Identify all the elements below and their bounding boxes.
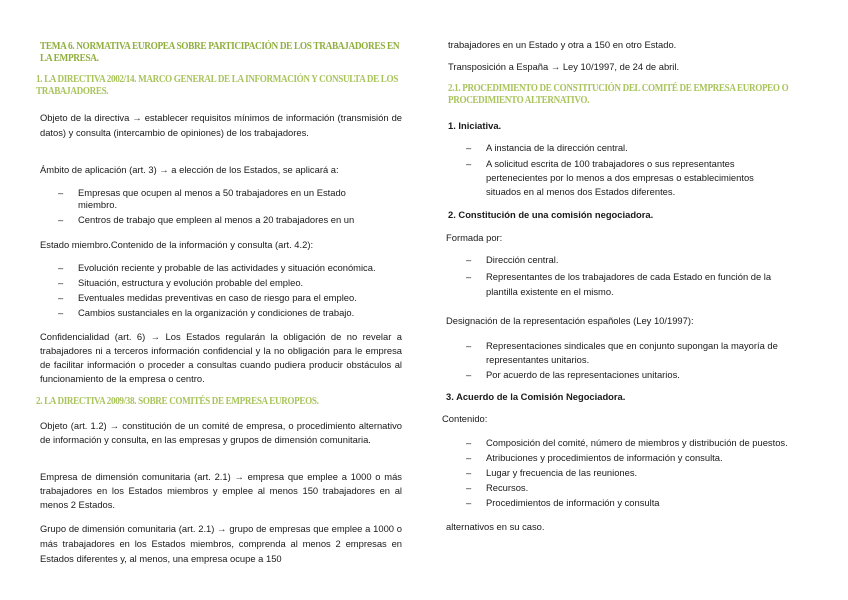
confidencialidad-paragraph: Confidencialidad (art. 6) → Los Estados regularán la obligación de no revelar a trabajadores ni a terceros información confidencial y la no obligación para le empresa de facilitar información o proceder a consultas cuando pudiera producir obstáculos al funcionamiento de la empresa o centro. (40, 331, 402, 384)
section-1-heading: 1. LA DIRECTIVA 2002/14. MARCO GENERAL DE LA INFORMACIÓN Y CONSULTA DE LOS TRABAJADORES. (36, 74, 398, 97)
alternativos-line: alternativos en su caso. (446, 521, 545, 532)
objeto2-paragraph: Objeto (art. 1.2) → constitución de un comité de empresa, o procedimiento alternativo de información y consulta, en las empresas y grupos de dimensión comunitaria. (40, 420, 402, 445)
grupo-dimension-paragraph: Grupo de dimensión comunitaria (art. 2.1) → grupo de empresas que emplee a 1000 o más trabajadores en los Estados miembros, comprenda al menos 2 empresas en Estados diferentes y, al menos, una empresa ocupe a 150 (40, 523, 402, 564)
document-title: TEMA 6. NORMATIVA EUROPEA SOBRE PARTICIPACIÓN DE LOS TRABAJADORES EN LA EMPRESA. (40, 40, 400, 64)
section-2-heading: 2. LA DIRECTIVA 2009/38. SOBRE COMITÉS DE EMPRESA EUROPEOS. (36, 396, 319, 407)
estado-line: Estado miembro.Contenido de la información y consulta (art. 4.2): (40, 239, 314, 250)
objeto-paragraph: Objeto de la directiva → establecer requisitos mínimos de información (transmisión de datos) y consulta (intercambio de opiniones) de los trabajadores. (40, 112, 402, 138)
continuation-line: trabajadores en un Estado y otra a 150 en otro Estado. (448, 39, 677, 50)
formada-line: Formada por: (446, 232, 503, 243)
empresa-dimension-paragraph: Empresa de dimensión comunitaria (art. 2.1) → empresa que emplee a 1000 o más trabajadores en los Estados miembros y emplee al menos 150 trabajadores en al menos 2 Estados. (40, 471, 402, 510)
constitucion-heading: 2. Constitución de una comisión negociadora. (448, 209, 654, 220)
section-2-1-heading: 2.1. PROCEDIMIENTO DE CONSTITUCIÓN DEL COMITÉ DE EMPRESA EUROPEO O PROCEDIMIENTO ALTERNATIVO. (448, 83, 789, 106)
iniciativa-heading: 1. Iniciativa. (448, 120, 502, 131)
transposicion-line: Transposición a España → Ley 10/1997, de 24 de abril. (448, 61, 680, 72)
acuerdo-heading: 3. Acuerdo de la Comisión Negociadora. (446, 391, 626, 402)
ambito-line: Ámbito de aplicación (art. 3) → a elección de los Estados, se aplicará a: (40, 164, 339, 175)
designacion-line: Designación de la representación españoles (Ley 10/1997): (446, 315, 694, 326)
contenido-line: Contenido: (442, 413, 488, 424)
